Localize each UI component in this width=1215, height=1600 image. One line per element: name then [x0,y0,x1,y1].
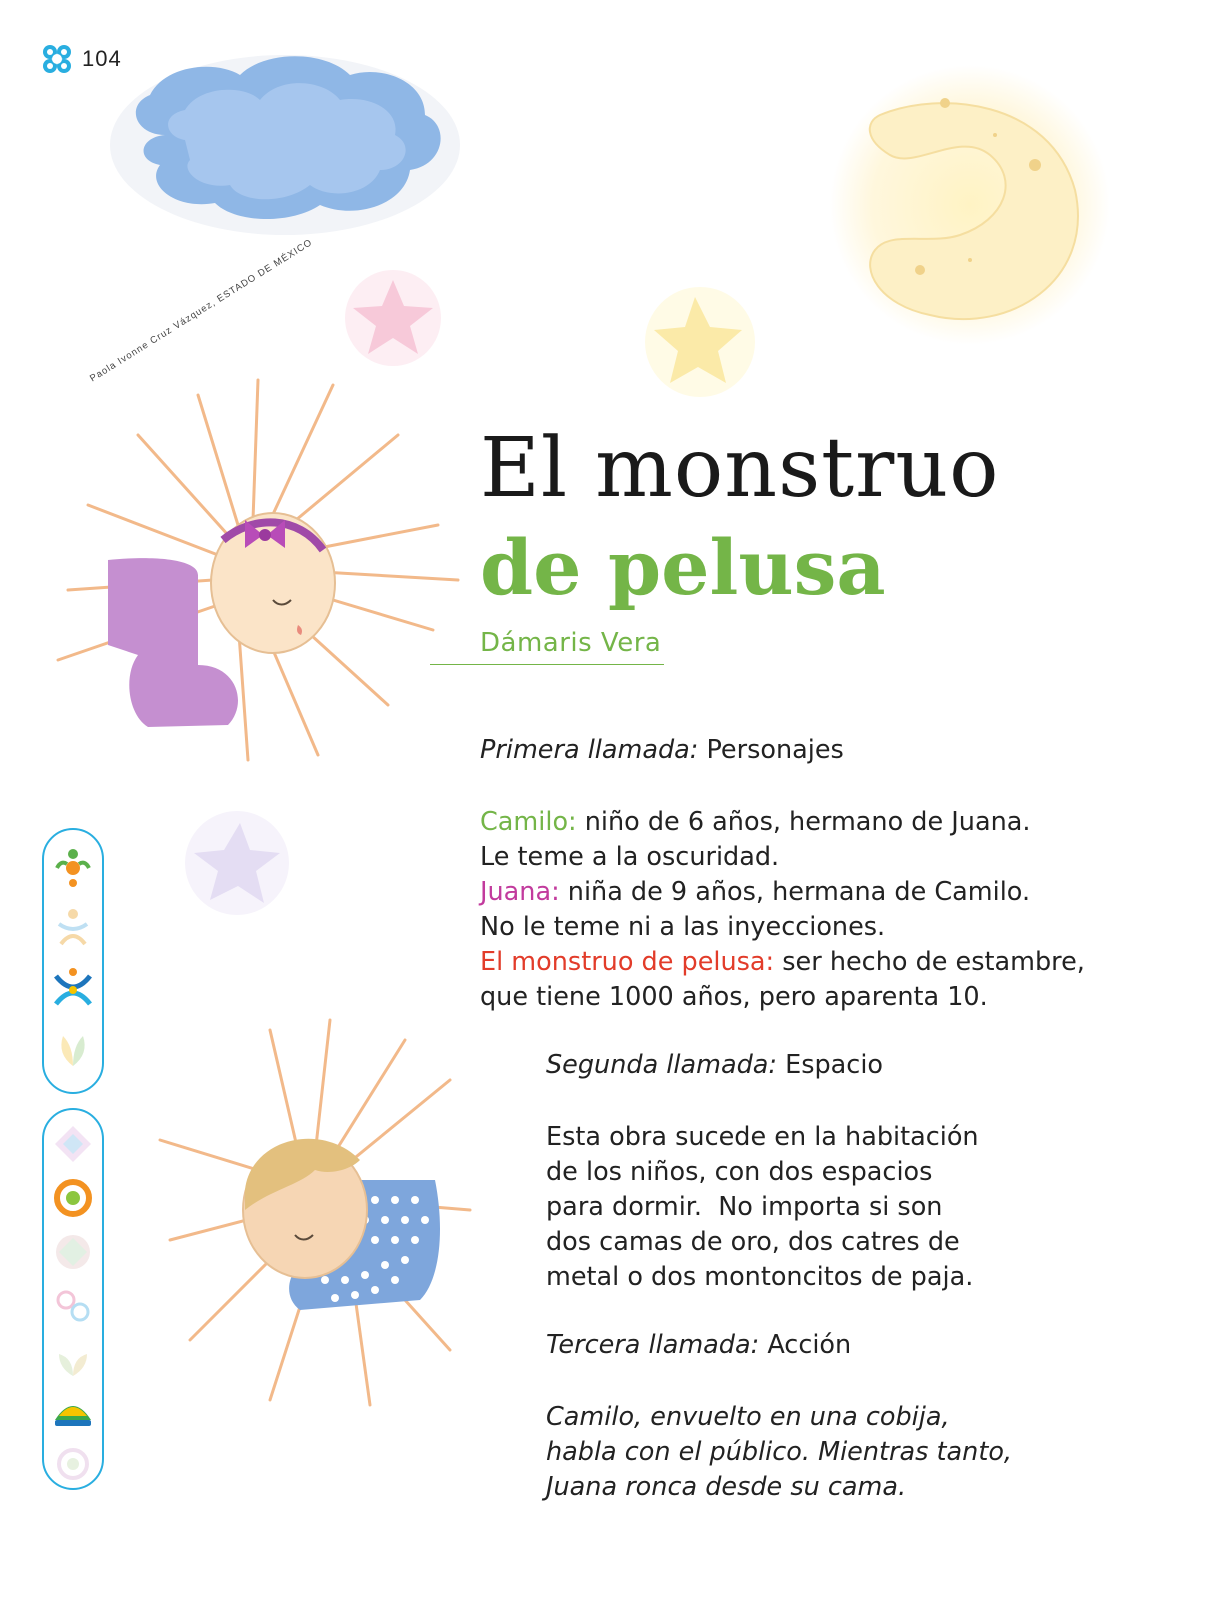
boy-illustration [150,1010,480,1410]
moon-illustration [820,60,1120,350]
cast-item [480,805,1120,840]
lotus-faded-icon[interactable] [51,1338,95,1382]
cast-item [480,945,1120,980]
primera-label: Primera llamada: [480,735,699,765]
espacio-line: dos camas de oro, dos catres de [546,1227,960,1257]
cloud-illustration [105,45,465,245]
title-line-2: de pelusa [480,523,886,612]
cast-desc: niña de 9 años, hermana de Camilo. [567,877,1031,907]
author-underline [430,664,664,665]
tercera-label: Tercera llamada: [546,1330,760,1360]
primera-value: Personajes [706,735,844,765]
flower-orange-icon[interactable] [51,846,95,890]
accion-line: habla con el público. Mientras tanto, [546,1437,1013,1467]
dancer-blue-icon[interactable] [51,966,95,1010]
sidebar-group-2 [42,1108,104,1490]
yellow-star-illustration [640,285,760,400]
cast-desc: niño de 6 años, hermano de Juana. [584,807,1031,837]
espacio-line: Esta obra sucede en la habitación [546,1122,979,1152]
page-number-text: 104 [82,46,122,71]
cast-desc: ser hecho de estambre, [782,947,1085,977]
tercera-value: Acción [767,1330,852,1360]
girl-illustration [48,375,468,775]
dancer-faded-icon[interactable] [51,906,95,950]
cast-name: Camilo: [480,807,577,837]
pink-star-illustration [338,268,448,368]
accion-line: Juana ronca desde su cama. [546,1472,907,1502]
primera-heading [480,735,844,765]
illustrator-credit: Paola Ivonne Cruz Vázquez, ESTADO DE MÉXICO [88,237,315,385]
cast-cont: No le teme ni a las inyecciones. [480,912,886,942]
sidebar-group-1 [42,828,104,1094]
lavender-star-illustration [180,808,295,918]
accion-paragraph [546,1400,1046,1505]
cast-name: El monstruo de pelusa: [480,947,775,977]
link-faded-icon[interactable] [51,1284,95,1328]
accion-line: Camilo, envuelto en una cobija, [546,1402,950,1432]
cast-cont: que tiene 1000 años, pero aparenta 10. [480,982,988,1012]
espacio-line: de los niños, con dos espacios [546,1157,933,1187]
tercera-heading [546,1330,851,1360]
turtle-icon[interactable] [51,1392,95,1436]
segunda-heading [546,1050,883,1080]
diamond-faded-icon[interactable] [51,1122,95,1166]
segunda-label: Segunda llamada: [546,1050,777,1080]
cast-cont: Le teme a la oscuridad. [480,842,780,872]
espacio-paragraph [546,1120,1006,1295]
cast-name: Juana: [480,877,560,907]
segunda-value: Espacio [785,1050,884,1080]
title-line-1: El monstruo [480,421,1000,516]
ring-orange-icon[interactable] [51,1176,95,1220]
flower-icon [40,42,74,76]
leaf-faded-icon[interactable] [51,1026,95,1070]
circle-faded-icon[interactable] [51,1442,95,1486]
espacio-line: metal o dos montoncitos de paja. [546,1262,974,1292]
cast-list [480,805,1120,1015]
author: Dámaris Vera [480,628,662,658]
square-faded-icon[interactable] [51,1230,95,1274]
espacio-line: para dormir. No importa si son [546,1192,943,1222]
cast-item [480,875,1120,910]
